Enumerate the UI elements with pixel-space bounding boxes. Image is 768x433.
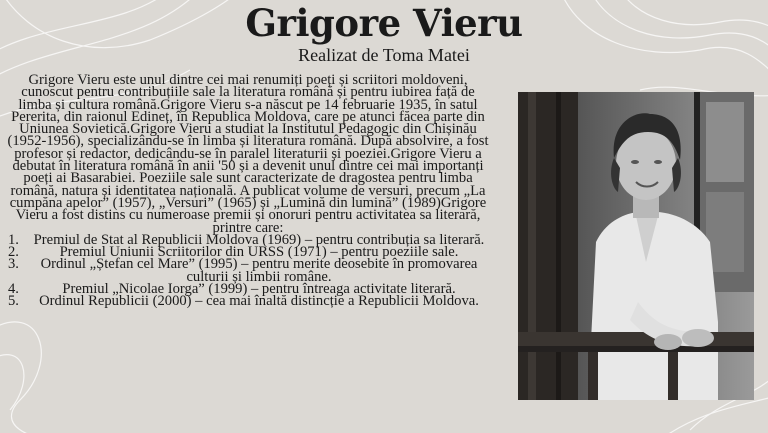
award-number: 5.: [8, 293, 19, 310]
award-item: [4, 293, 492, 310]
award-number: 2.: [8, 244, 19, 261]
award-text: Premiul de Stat al Republicii Moldova (1969) – pentru contribuția sa literară.: [33, 231, 485, 248]
award-text: Ordinul „Ștefan cel Mare” (1995) – pentru merite deosebite în promovarea culturii și limbii române.: [40, 256, 478, 285]
portrait-image: [518, 92, 754, 400]
award-number: 3.: [8, 256, 19, 273]
award-number: 4.: [8, 281, 19, 298]
awards-list: [4, 231, 492, 310]
award-text: Premiul „Nicolae Iorga” (1999) – pentru întreaga activitate literară.: [62, 281, 456, 298]
biography-section: [4, 74, 492, 308]
award-number: 1.: [8, 231, 19, 248]
award-text: Ordinul Republicii (2000) – cea mai înaltă distincție a Republicii Moldova.: [39, 293, 479, 310]
portrait-photo: [518, 92, 754, 400]
award-text: Premiul Uniunii Scriitorilor din URSS (1971) – pentru poeziile sale.: [59, 244, 459, 261]
page-subtitle: Realizat de Toma Matei: [298, 45, 470, 65]
biography-paragraph: Grigore Vieru este unul dintre cei mai renumiți poeți și scriitori moldoveni, cunoscut pentru contribuțiile sale la literatura română și pentru iubirea față de limba și cultura română.Grigore Vieru s-a născut pe 14 februarie 1935, în satul Pererita, din raionul Edineț, în Republica Moldova, care pe atunci făcea parte din Uniunea Sovietică.Grigore Vieru a studiat la Institutul Pedagogic din Chișinău (1952-1956), specializându-se în limba și literatura română. După absolvire, a fost profesor și redactor, dedicându-se în paralel literaturii și poeziei.Grigore Vieru a debutat în literatura română în anii '50 și a devenit unul dintre cei mai importanți poeți ai Basarabiei. Poeziile sale sunt caracterizate de dragostea pentru limba română, natura și identitatea națională. A publicat volume de versuri, precum „La cumpăna apelor” (1957), „Versuri” (1965) și „Lumină din lumină” (1989)Grigore Vieru a fost distins cu numeroase premii și onoruri pentru activitatea sa literară, printre care:: [7, 72, 489, 236]
award-item: [4, 258, 492, 283]
page-title: Grigore Vieru: [245, 1, 523, 45]
